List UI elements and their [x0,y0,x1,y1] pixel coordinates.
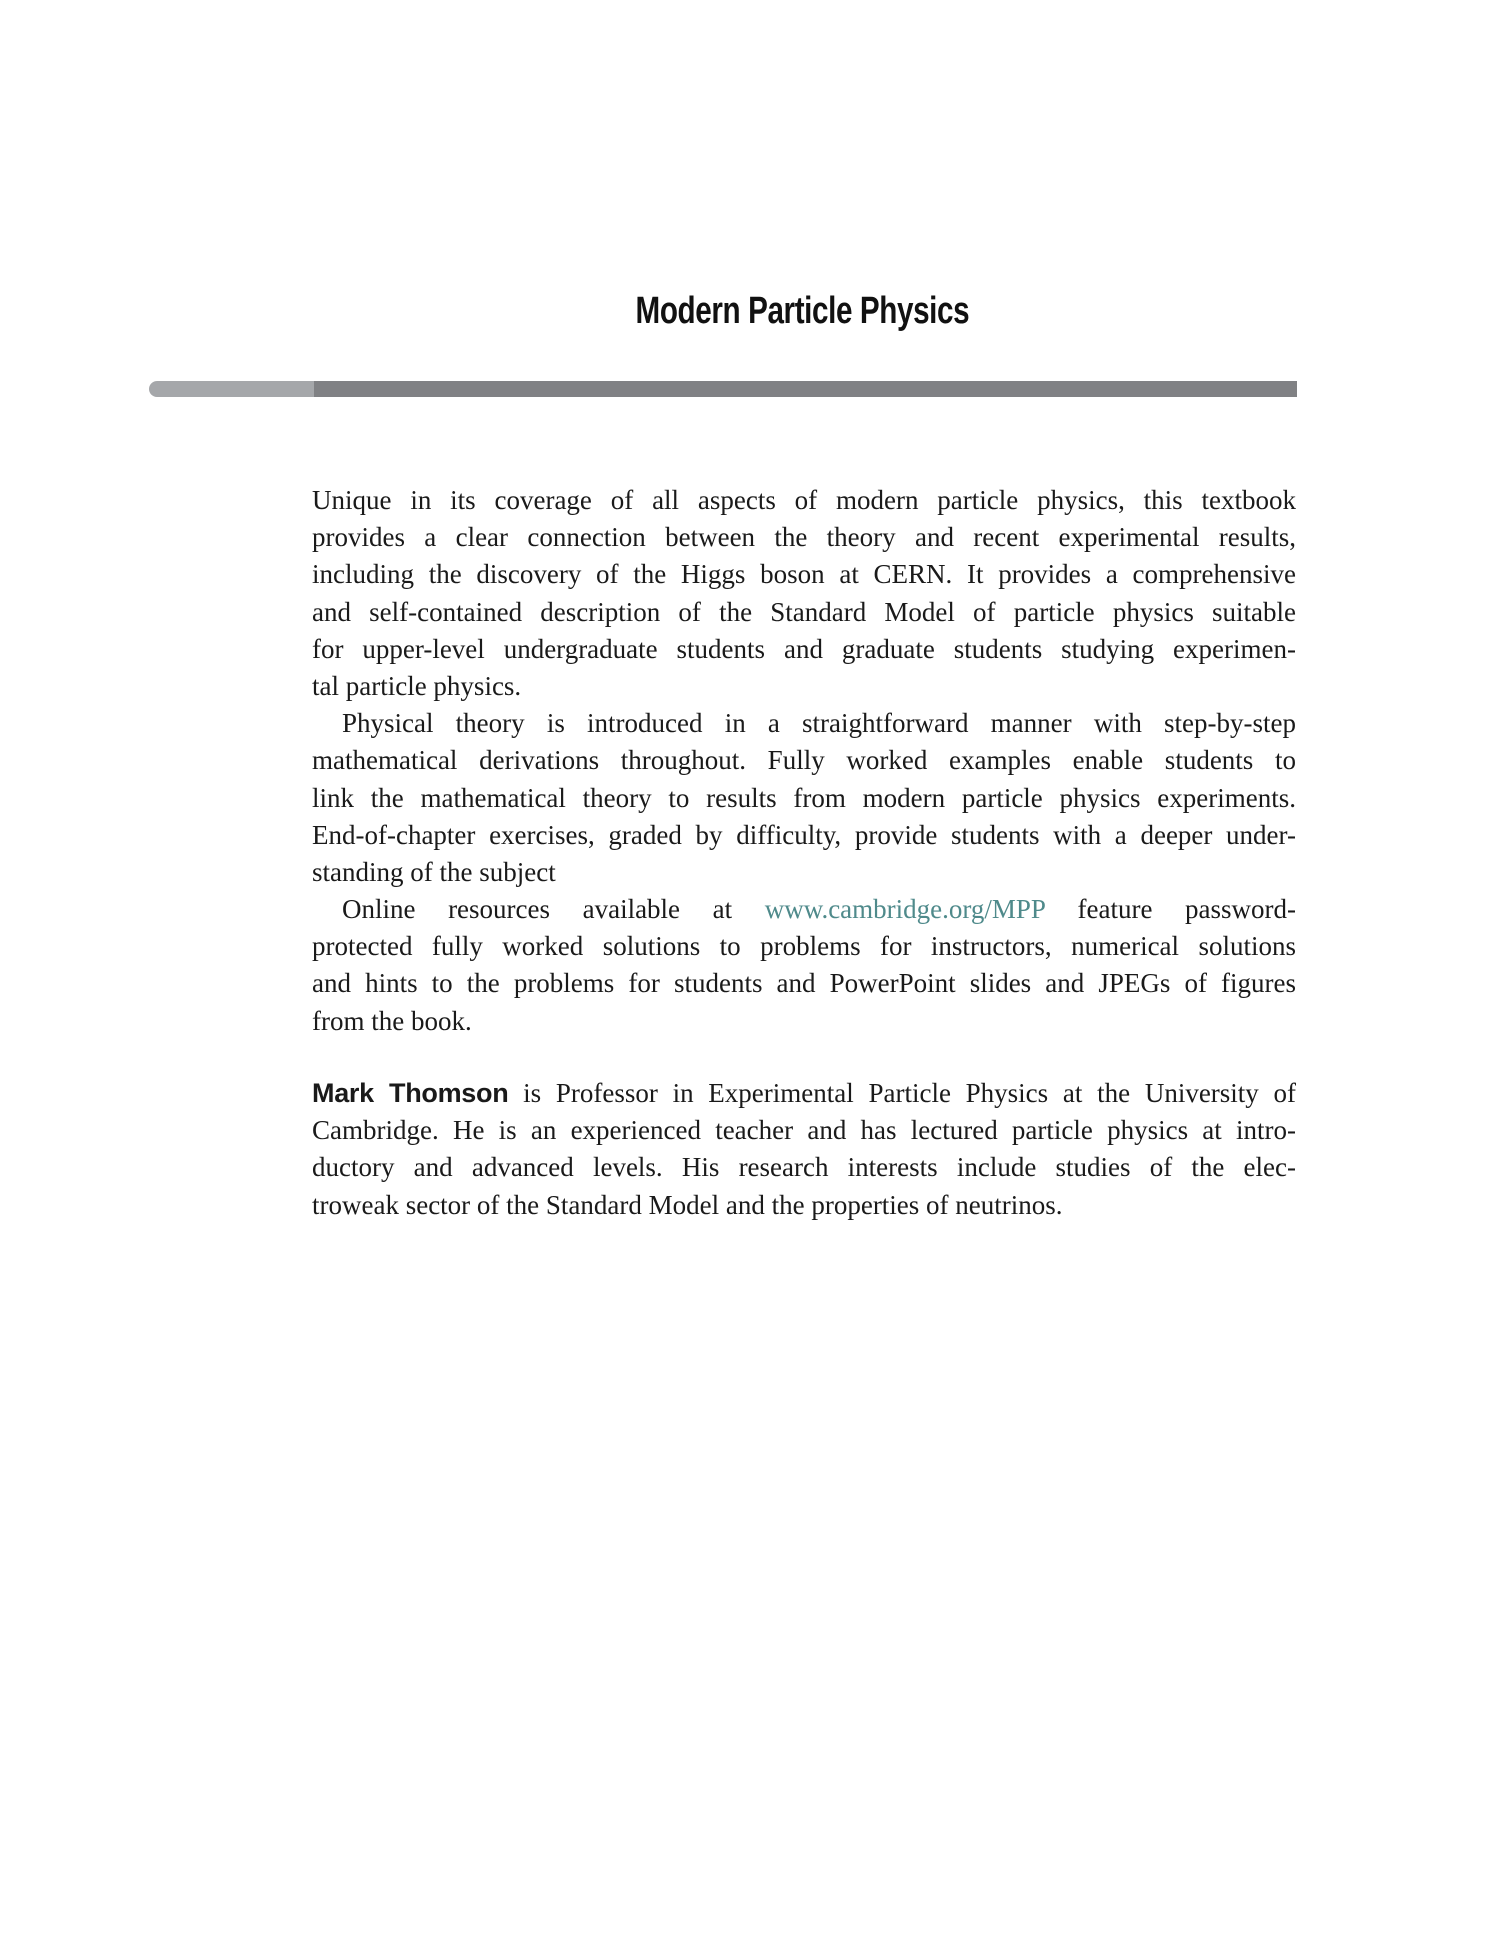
text: feature password- [1077,894,1297,925]
text-line [312,891,1296,928]
author-name: Mark Thomson [312,1078,509,1108]
text-line: link the mathematical theory to results from modern particle physics experiments. [312,782,1296,813]
text-line: protected fully worked solutions to problems for instructors, numerical solutions [312,931,1296,962]
text-line: and self-contained description of the Standard Model of particle physics suitable [312,596,1296,627]
rule-dark-segment [314,381,1297,397]
book-title: Modern Particle Physics [635,290,970,332]
text-line: standing of the subject [312,856,556,887]
text-line: from the book. [312,1005,472,1036]
text-line: for upper-level undergraduate students and graduate students studying experimen- [312,633,1296,664]
description [312,482,1296,1040]
text-line: and hints to the problems for students and PowerPoint slides and JPEGs of figures [312,968,1296,999]
text-line: End-of-chapter exercises, graded by difficulty, provide students with a deeper under- [312,819,1296,850]
text-line: Unique in its coverage of all aspects of modern particle physics, this textbook [312,485,1296,515]
text-line: provides a clear connection between the theory and recent experimental results, [312,522,1296,553]
text-line: including the discovery of the Higgs boson at CERN. It provides a comprehensive [312,559,1296,590]
text-line: mathematical derivations throughout. Fully worked examples enable students to [312,745,1296,776]
text: is Professor in Experimental Particle Physics at the University of [523,1078,1297,1108]
resources-link[interactable]: www.cambridge.org/MPP [764,894,1045,925]
text: Online resources available at [342,894,733,925]
text-line: ductory and advanced levels. His research interests include studies of the elec- [312,1152,1296,1183]
text-line: Cambridge. He is an experienced teacher and has lectured particle physics at intro- [312,1115,1296,1146]
text-line: tal particle physics. [312,670,522,701]
title-rule [149,381,1297,397]
text-line [312,1075,1296,1112]
text-line: Physical theory is introduced in a straightforward manner with step-by-step [342,708,1296,739]
author-bio [312,1075,1296,1224]
text-line: troweak sector of the Standard Model and the properties of neutrinos. [312,1189,1063,1220]
rule-light-segment [149,381,314,397]
